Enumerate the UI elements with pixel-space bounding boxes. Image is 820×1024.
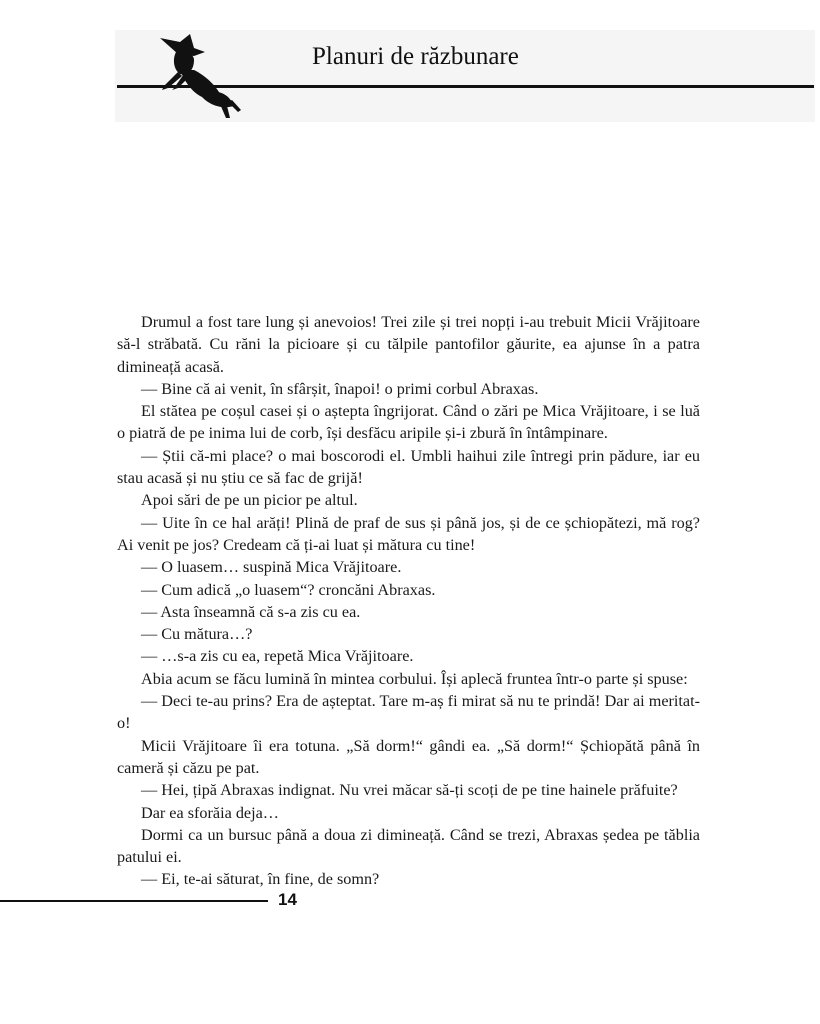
footer-rule [0,900,268,902]
paragraph: Abia acum se făcu lumină în mintea corbului. Își aplecă fruntea într-o parte și spuse: [141,669,688,688]
paragraph: El stătea pe coșul casei și o aștepta îngrijorat. Când o zări pe Mica Vrăjitoare, i se luă o piatră de pe inima lui de corb, își desfăcu aripile și-i zbură în întâmpinare. [117,402,700,443]
paragraph: Drumul a fost tare lung și anevoios! Trei zile și trei nopți i-au trebuit Micii Vrăjitoare să-l străbată. Cu răni la picioare și cu tălpile pantofilor găurite, ea ajunse în a patra dimineață acasă. [117,313,700,376]
paragraph: Dar ea sforăia deja… [141,803,279,822]
paragraph: — Deci te-au prins? Era de așteptat. Tare m-aș fi mirat să nu te prindă! Dar ai meritat-o! [117,692,700,733]
paragraph: Apoi sări de pe un picior pe altul. [141,491,358,510]
paragraph: — O luasem… suspină Mica Vrăjitoare. [141,558,402,577]
paragraph: Dormi ca un bursuc până a doua zi dimineață. Când se trezi, Abraxas ședea pe tăblia patului ei. [117,825,700,867]
paragraph: Micii Vrăjitoare îi era totuna. „Să dorm!“ gândi ea. „Să dorm!“ Șchiopătă până în cameră și căzu pe pat. [117,736,700,777]
paragraph: — Asta înseamnă că s-a zis cu ea. [141,602,361,621]
paragraph: — Cum adică „o luasem“? croncăni Abraxas. [141,580,436,599]
paragraph: — Ei, te-ai săturat, în fine, de somn? [141,870,380,889]
paragraph: — …s-a zis cu ea, repetă Mica Vrăjitoare. [141,647,414,666]
paragraph: — Hei, țipă Abraxas indignat. Nu vrei măcar să-ți scoți de pe tine hainele prăfuite? [141,781,678,800]
paragraph: — Bine că ai venit, în sfârșit, înapoi! o primi corbul Abraxas. [141,379,539,398]
page-number: 14 [278,890,297,909]
witch-silhouette-icon [150,30,242,120]
chapter-body [117,311,700,891]
paragraph: — Știi că-mi place? o mai boscorodi el. Umbli haihui zile întregi prin pădure, iar eu stau acasă și nu știu ce să fac de grijă! [117,446,700,488]
paragraph: — Cu mătura…? [141,625,253,644]
header-rule [117,85,814,88]
paragraph: — Uite în ce hal arăți! Plină de praf de sus și până jos, și de ce șchiopătezi, mă rog? Ai venit pe jos? Credeam că ți-ai luat și mătura cu tine! [117,513,700,554]
chapter-title: Planuri de răzbunare [312,43,519,70]
